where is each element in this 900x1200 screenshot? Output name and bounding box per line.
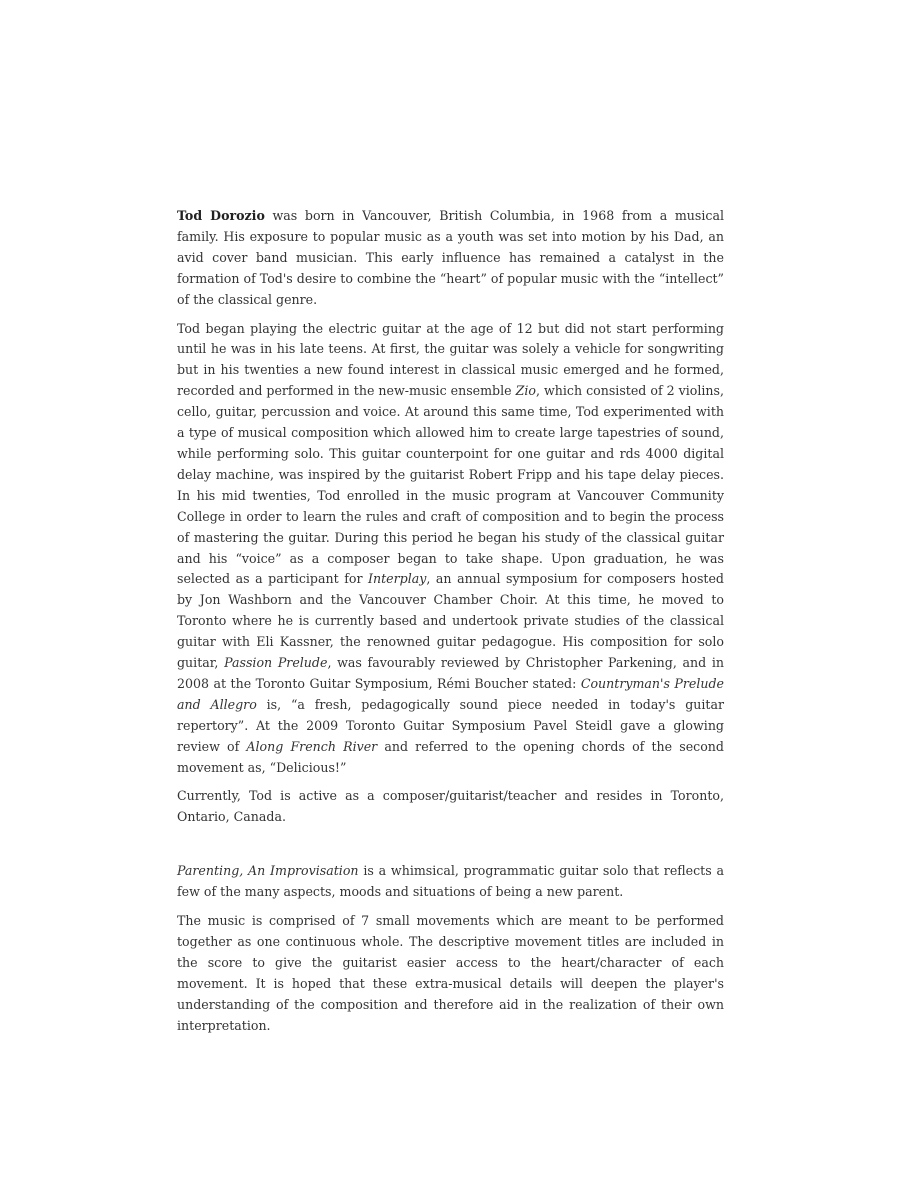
work-title: Passion Prelude <box>224 655 328 671</box>
notes-paragraph-2: The music is comprised of 7 small movements which are meant to be performed together as one continuous whole. The descriptive movement titles are included in the score to give the guitarist easier access to the heart/character of each movement. It is hoped that these extra-musical details will deepen the player's understanding of the composition and therefore aid in the realization of their own interpretation. <box>177 913 724 1033</box>
bio-paragraph-3: Currently, Tod is active as a composer/guitarist/teacher and resides in Toronto, Ontario, Canada. <box>177 788 724 825</box>
bio-paragraph-1-text: was born in Vancouver, British Columbia, in 1968 from a musical family. His exposure to popular music as a youth was set into motion by his Dad, an avid cover band musician. This early influence has remained a catalyst in the formation of Tod's desire to combine the “heart” of popular music with the “intellect” of the classical genre. <box>177 208 724 307</box>
ensemble-title: Zio <box>515 383 536 399</box>
piece-title: Parenting, An Improvisation <box>177 863 359 879</box>
work-title: Along French River <box>246 738 378 754</box>
composer-name: Tod Dorozio <box>177 208 265 223</box>
work-title: Countryman's Prelude and Allegro <box>177 675 725 712</box>
document-page <box>177 206 724 1037</box>
bio-text-segment: , which consisted of 2 violins, cello, guitar, percussion and voice. At around this same time, Tod experimented with a type of musical composition which allowed him to create large tapestries of sound, while performing solo. This guitar counterpoint for one guitar and rds 4000 digital delay machine, was inspired by the guitarist Robert Fripp and his tape delay pieces. In his mid twenties, Tod enrolled in the music program at Vancouver Community College in order to learn the rules and craft of composition and to begin the process of mastering the guitar. During this period he began his study of the classical guitar and his “voice” as a composer began to take shape. Upon graduation, he was selected as a participant for <box>177 383 724 587</box>
bio-text-segment: is, “a fresh, pedagogically sound piece needed in today's guitar repertory”. At the 2009 Toronto Guitar Symposium Pavel Steidl gave a glowing review of <box>177 696 725 754</box>
bio-paragraph-1 <box>177 206 724 311</box>
bio-text-segment: , an annual symposium for composers hosted by Jon Washborn and the Vancouver Chamber Choir. At this time, he moved to Toronto where he is currently based and undertook private studies of the classical guitar with Eli Kassner, the renowned guitar pedagogue. His composition for solo guitar, <box>177 571 724 671</box>
bio-text-segment: and referred to the opening chords of the second movement as, “Delicious!” <box>177 738 724 775</box>
notes-paragraph-1-text: is a whimsical, programmatic guitar solo that reflects a few of the many aspects, moods and situations of being a new parent. <box>177 863 725 900</box>
bio-paragraph-2 <box>177 319 724 779</box>
bio-text-segment: , was favourably reviewed by Christopher Parkening, and in 2008 at the Toronto Guitar Symposium, Rémi Boucher stated: <box>177 655 725 691</box>
symposium-title: Interplay <box>368 571 427 587</box>
notes-paragraph-1 <box>177 861 724 903</box>
bio-text-segment: Tod began playing the electric guitar at the age of 12 but did not start performing until he was in his late teens. At first, the guitar was solely a vehicle for songwriting but in his twenties a new found interest in classical music emerged and he formed, recorded and performed in the new-music ensemble <box>177 320 724 399</box>
